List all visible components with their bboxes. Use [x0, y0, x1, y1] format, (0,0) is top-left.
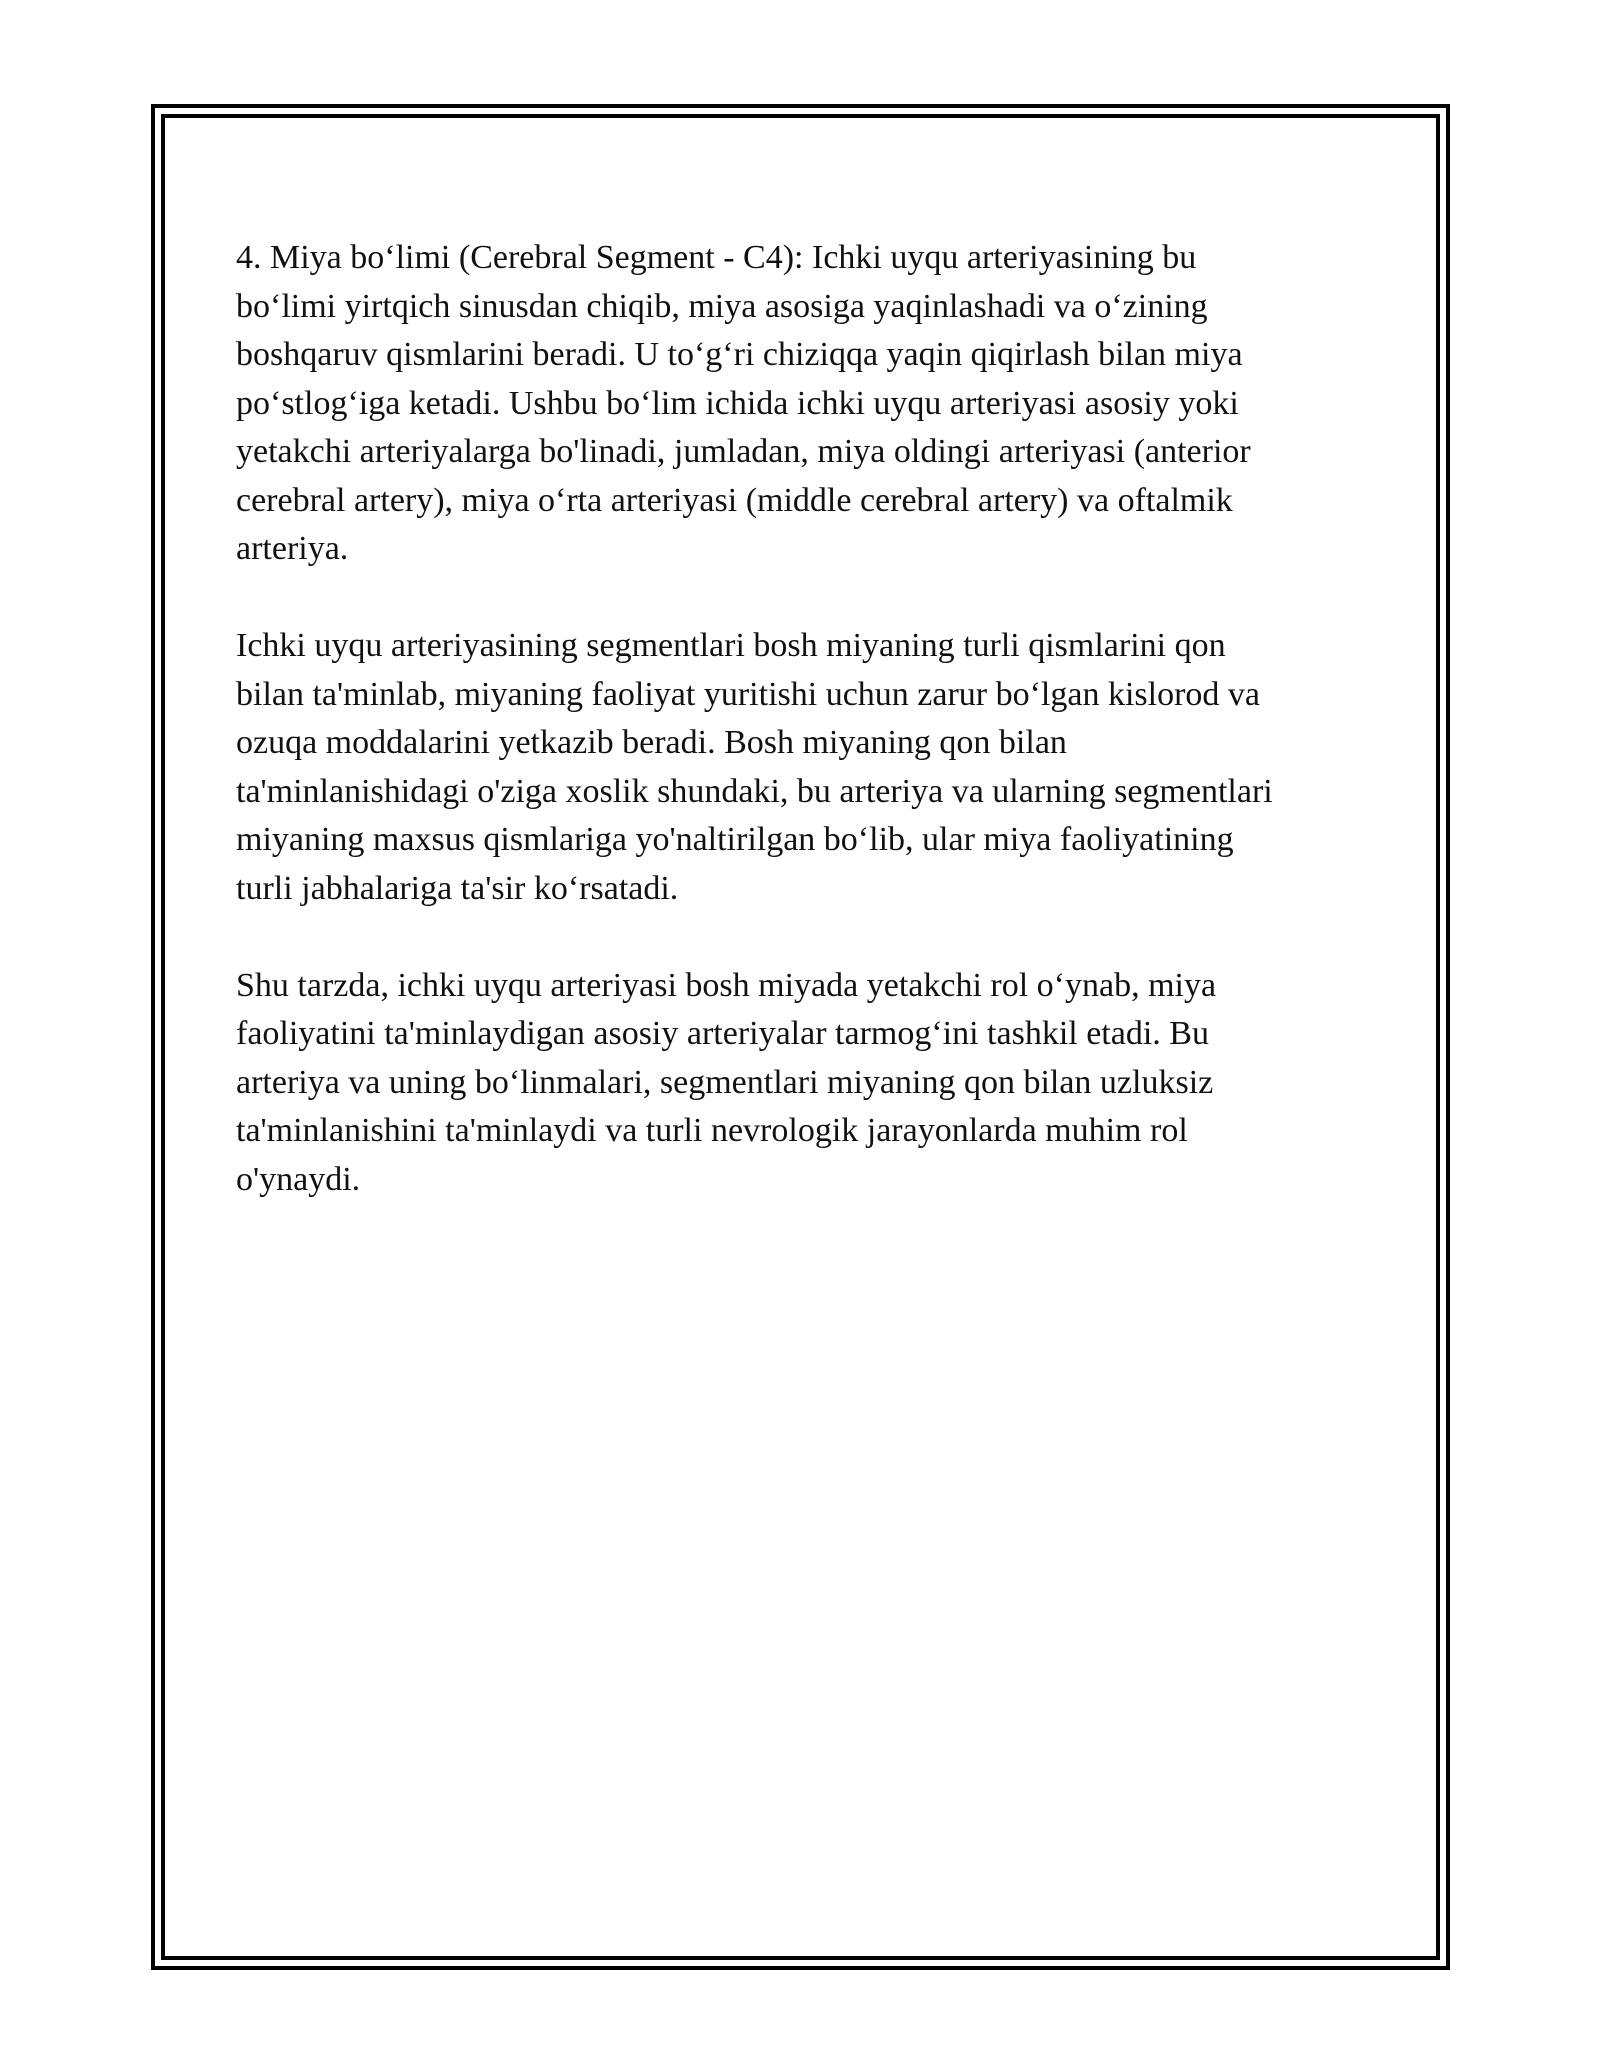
paragraph-segments-blood-supply: Ichki uyqu arteriyasining segmentlari bosh miyaning turli qismlarini qon bilan ta'minlab, miyaning faoliyat yuritishi uchun zarur bo‘lgan kislorod va ozuqa moddalarini yetkazib beradi. Bosh miyaning qon bilan ta'minlanishidagi o'ziga xoslik shundaki, bu arteriya va ularning segmentlari miyaning maxsus qismlariga yo'naltirilgan bo‘lib, ular miya faoliyatining turli jabhalariga ta'sir ko‘rsatadi.	[236, 627, 1273, 907]
document-body	[236, 234, 1366, 1253]
paragraph-cerebral-segment: 4. Miya bo‘limi (Cerebral Segment - C4): Ichki uyqu arteriyasining bu bo‘limi yirtqich sinusdan chiqib, miya asosiga yaqinlashadi va o‘zining boshqaruv qismlarini beradi. U to‘g‘ri chiziqqa yaqin qiqirlash bilan miya po‘stlog‘iga ketadi. Ushbu bo‘lim ichida ichki uyqu arteriyasi asosiy yoki yetakchi arteriyalarga bo'linadi, jumladan, miya oldingi arteriyasi (anterior cerebral artery), miya o‘rta arteriyasi (middle cerebral artery) va oftalmik arteriya.	[236, 239, 1251, 567]
paragraph-conclusion: Shu tarzda, ichki uyqu arteriyasi bosh miyada yetakchi rol o‘ynab, miya faoliyatini ta'minlaydigan asosiy arteriyalar tarmog‘ini tashkil etadi. Bu arteriya va uning bo‘linmalari, segmentlari miyaning qon bilan uzluksiz ta'minlanishini ta'minlaydi va turli nevrologik jarayonlarda muhim rol o'ynaydi.	[236, 966, 1217, 1198]
